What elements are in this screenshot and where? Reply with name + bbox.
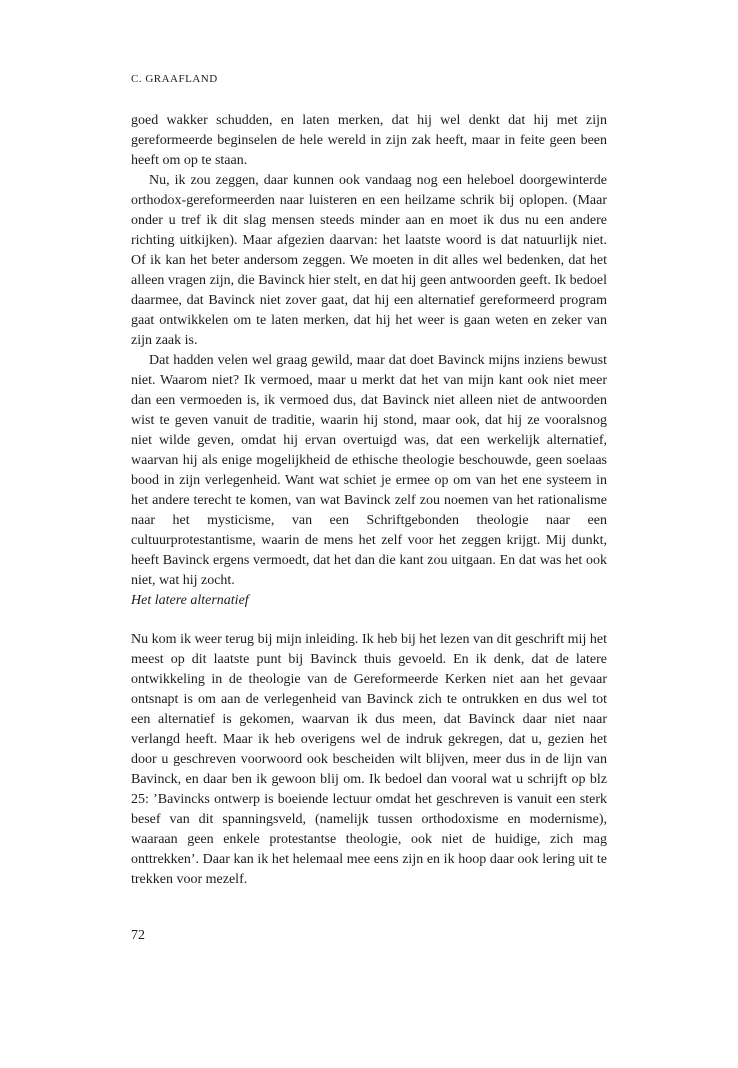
- page-number: 72: [131, 928, 145, 943]
- section-paragraph-1: Nu kom ik weer terug bij mijn inleiding. Ik heb bij het lezen van dit geschrift mij het meest op dit laatste punt bij Bavinck thuis gevoeld. En ik denk, dat de latere ontwikkeling in de theologie van de Gereformeerde Kerken niet aan het gevaar ontsnapt is om aan de verlegenheid van Bavinck zich te ontrukken en dus wel tot een alternatief is gekomen, waarvan ik dus meen, dat Bavinck daar niet naar verlangd heeft. Maar ik heb overigens wel de indruk gekregen, dat u, gezien het door u geschreven voorwoord ook bescheiden wilt blijven, meer dus in de lijn van Bavinck, en daar ben ik gewoon blij om. Ik bedoel dan vooral wat u schrijft op blz 25: ’Bavincks ontwerp is boeiende lectuur omdat het geschreven is vanuit een sterk besef van dit spanningsveld, (namelijk tussen orthodoxisme en modernisme), waaraan geen enkele protestantse theologie, ook niet de huidige, zich mag onttrekken’. Daar kan ik het helemaal mee eens zijn en ik hoop daar ook lering uit te trekken voor mezelf.: [131, 632, 607, 887]
- paragraph-2: Nu, ik zou zeggen, daar kunnen ook vandaag nog een heleboel doorgewinterde orthodox-gereformeerden naar luisteren en een heilzame schrik bij oplopen. (Maar onder u tref ik dit slag mensen steeds minder aan en moet ik dus nu een andere richting uitkijken). Maar afgezien daarvan: het laatste woord is dat natuurlijk niet. Of ik kan het beter andersom zeggen. We moeten in dit alles wel bedenken, dat het alleen vragen zijn, die Bavinck hier stelt, en dat hij geen antwoorden geeft. Ik bedoel daarmee, dat Bavinck niet zover gaat, dat hij een alternatief gereformeerd program gaat ontwikkelen om te laten merken, dat hij het weer is gaan weten en zeker van zijn zaak is.: [131, 173, 607, 348]
- section-heading: Het latere alternatief: [131, 593, 249, 608]
- main-text-block: [131, 111, 607, 591]
- paragraph-3: Dat hadden velen wel graag gewild, maar dat doet Bavinck mijns inziens bewust niet. Waarom niet? Ik vermoed, maar u merkt dat het van mijn kant ook niet meer dan een vermoeden is, ik vermoed dus, dat Bavinck niet alleen niet de antwoorden wist te geven vanuit de traditie, waarin hij stond, maar ook, dat hij ze vooralsnog niet wilde geven, omdat hij ervan overtuigd was, dat een werkelijk alternatief, waarvan hij als enige mogelijkheid de ethische theologie beschouwde, geen soelaas bood in zijn verlegenheid. Want wat schiet je ermee op om van het ene systeem in het andere terecht te komen, van wat Bavinck zelf zou noemen van het rationalisme naar het mysticisme, van een Schriftgebonden theologie naar een cultuurprotestantisme, waarin de mens het zelf voor het zeggen krijgt. Mij dunkt, heeft Bavinck ergens vermoedt, dat het dan die kant zou uitgaan. En dat was het ook niet, wat hij zocht.: [131, 353, 607, 588]
- paragraph-1: goed wakker schudden, en laten merken, dat hij wel denkt dat hij met zijn gereformeerde beginselen de hele wereld in zijn zak heeft, maar in feite geen been heeft om op te staan.: [131, 113, 607, 168]
- section-text-block: [131, 630, 607, 890]
- running-header: C. GRAAFLAND: [131, 73, 218, 85]
